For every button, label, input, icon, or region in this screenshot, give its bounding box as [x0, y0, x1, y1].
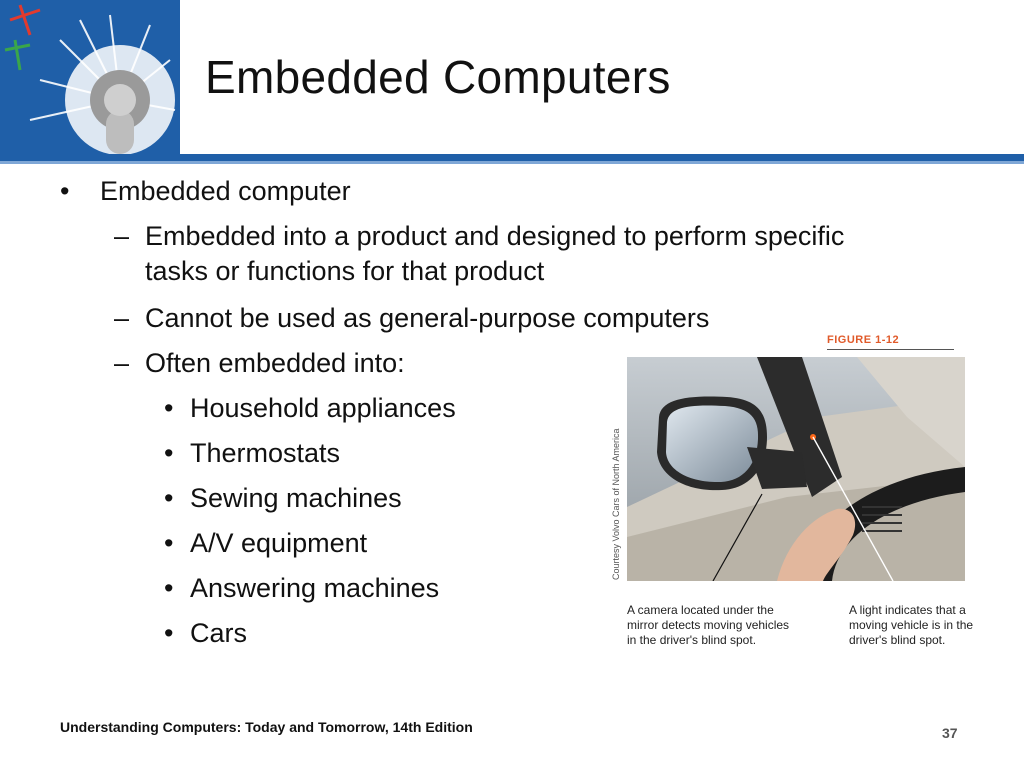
caption-right-line: driver's blind spot. [849, 633, 946, 647]
sub-bullet-marker: – [114, 348, 130, 378]
caption-right [849, 603, 973, 648]
sub-sub-bullet-item: Sewing machines [190, 483, 402, 513]
figure-label: FIGURE 1-12 [827, 334, 900, 346]
bullet-item: Embedded computer [100, 176, 351, 206]
bullet-marker: • [60, 176, 70, 206]
sub-sub-bullet-item: Answering machines [190, 573, 440, 603]
caption-left [627, 603, 789, 648]
car-mirror-photo [627, 357, 965, 581]
caption-right-line: A light indicates that a [849, 603, 966, 617]
slide-title: Embedded Computers [205, 51, 671, 103]
figure-label-rule [827, 349, 954, 350]
sub-sub-bullet-marker: • [164, 573, 174, 603]
sub-sub-bullet-marker: • [164, 393, 174, 423]
sub-sub-bullet-item: Household appliances [190, 393, 456, 423]
sub-sub-bullet-marker: • [164, 483, 174, 513]
sub-bullet-item: Cannot be used as general-purpose computers [145, 303, 710, 333]
sub-sub-bullet-item: Thermostats [190, 438, 341, 468]
sub-bullet-marker: – [114, 221, 130, 251]
caption-left-line: A camera located under the [627, 603, 774, 617]
sub-bullet-marker: – [114, 303, 130, 333]
sub-bullet-item-continued: tasks or functions for that product [145, 256, 545, 286]
sub-sub-bullet-marker: • [164, 438, 174, 468]
page-number: 37 [942, 725, 958, 741]
slide-footer: Understanding Computers: Today and Tomorrow, 14th Edition [60, 719, 473, 735]
caption-right-line: moving vehicle is in the [849, 618, 974, 632]
caption-left-line: mirror detects moving vehicles [627, 618, 790, 632]
sub-sub-bullet-marker: • [164, 618, 174, 648]
sub-sub-bullet-item: A/V equipment [190, 528, 368, 558]
sub-bullet-item: Often embedded into: [145, 348, 405, 378]
sub-sub-bullet-marker: • [164, 528, 174, 558]
sub-sub-bullet-item: Cars [190, 618, 248, 648]
photo-credit: Courtesy Volvo Cars of North America [611, 428, 621, 580]
caption-left-line: in the driver's blind spot. [627, 633, 757, 647]
sub-bullet-item: Embedded into a product and designed to perform specific [145, 221, 845, 251]
